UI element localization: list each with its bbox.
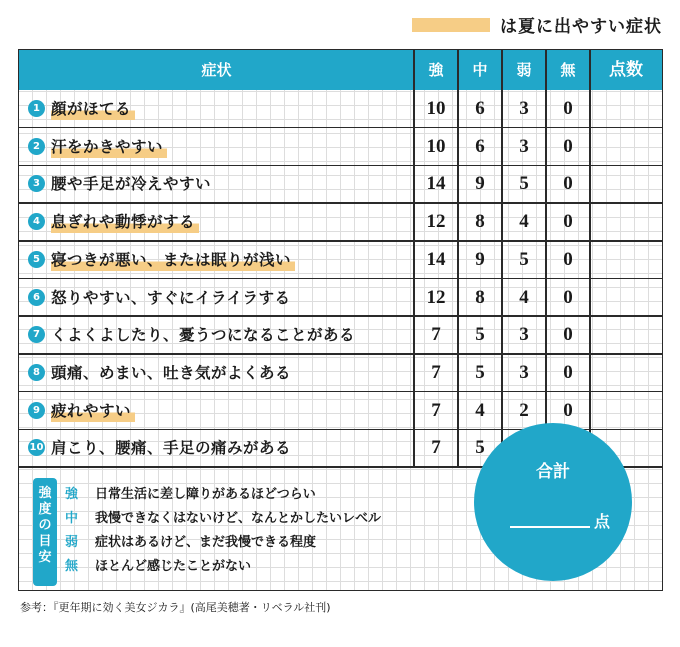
score-strong: 7	[431, 324, 441, 346]
total-title: 合計	[536, 462, 570, 482]
score-none: 0	[563, 324, 573, 346]
score-none: 0	[563, 361, 573, 383]
score-none: 0	[563, 286, 573, 308]
guide-item	[65, 483, 316, 502]
guide-item	[65, 531, 316, 550]
score-none: 0	[563, 399, 573, 421]
score-strong: 7	[431, 361, 441, 383]
row-number-badge: 2	[28, 138, 45, 155]
symptom-label: 頭痛、めまい、吐き気がよくある	[51, 363, 292, 382]
guide-desc: 症状はあるけど、まだ我慢できる程度	[95, 535, 317, 550]
score-weak: 3	[519, 98, 529, 119]
header-symptom: 症状	[201, 61, 232, 79]
score-weak: 5	[519, 173, 529, 195]
row-number-badge: 10	[28, 439, 45, 456]
score-strong: 14	[426, 248, 446, 270]
row-number-badge: 6	[28, 289, 45, 306]
score-none: 0	[563, 98, 573, 119]
symptom-label: 寝つきが悪い、または眠りが浅い	[51, 247, 295, 273]
header-none: 無	[560, 61, 576, 79]
row-number-badge: 7	[28, 326, 45, 343]
column-divider	[457, 50, 459, 467]
symptom-label: 顔がほてる	[51, 96, 135, 122]
score-medium: 4	[475, 399, 485, 421]
score-entry-cell[interactable]	[590, 316, 662, 353]
row-number-badge: 1	[28, 100, 45, 117]
score-medium: 5	[475, 361, 485, 383]
score-strong: 14	[426, 173, 446, 195]
score-entry-cell[interactable]	[590, 203, 662, 240]
table-row	[19, 241, 662, 278]
symptom-label: 息ぎれや動悸がする	[51, 209, 199, 235]
intensity-guide-title	[33, 478, 57, 586]
score-medium: 8	[475, 211, 485, 233]
table-row	[19, 203, 662, 240]
guide-key: 弱	[65, 535, 79, 550]
score-none: 0	[563, 173, 573, 195]
score-medium: 5	[475, 324, 485, 346]
header-weak: 弱	[516, 61, 532, 79]
symptom-label: 汗をかきやすい	[51, 134, 167, 160]
total-bubble	[474, 423, 632, 581]
score-strong: 10	[426, 98, 446, 119]
guide-item	[65, 555, 251, 574]
score-medium: 8	[475, 286, 485, 308]
row-number-badge: 4	[28, 213, 45, 230]
symptom-label: 疲れやすい	[51, 398, 135, 424]
score-weak: 4	[519, 211, 529, 233]
column-divider	[501, 50, 503, 467]
symptom-label: 腰や手足が冷えやすい	[51, 175, 212, 194]
symptom-label: 怒りやすい、すぐにイライラする	[51, 288, 291, 307]
guide-key: 強	[65, 487, 79, 502]
guide-key: 無	[65, 559, 79, 574]
table-row	[19, 90, 662, 127]
guide-title-char: 度	[38, 502, 52, 517]
guide-title-char: 目	[38, 534, 52, 549]
row-number-badge: 9	[28, 402, 45, 419]
score-entry-cell[interactable]	[590, 354, 662, 391]
score-medium: 6	[475, 98, 485, 119]
score-medium: 5	[475, 437, 485, 459]
column-divider	[545, 50, 547, 467]
header-strong: 強	[428, 61, 444, 79]
score-entry-cell[interactable]	[590, 279, 662, 316]
table-row	[19, 316, 662, 353]
symptom-label: くよくよしたり、憂うつになることがある	[51, 326, 356, 345]
total-input-line[interactable]	[510, 526, 590, 528]
score-weak: 5	[519, 248, 529, 270]
guide-desc: 我慢できなくはないけど、なんとかしたいレベル	[95, 511, 382, 526]
score-medium: 6	[475, 135, 485, 157]
legend-text: は夏に出やすい症状	[500, 17, 662, 37]
guide-item	[65, 507, 381, 526]
table-row	[19, 279, 662, 316]
table-row	[19, 128, 662, 165]
score-none: 0	[563, 135, 573, 157]
highlight-swatch	[412, 18, 490, 32]
guide-title-char: の	[38, 518, 52, 533]
guide-title-char: 安	[38, 550, 52, 565]
score-medium: 9	[475, 248, 485, 270]
score-weak: 3	[519, 361, 529, 383]
row-number-badge: 5	[28, 251, 45, 268]
score-strong: 12	[426, 211, 446, 233]
row-number-badge: 8	[28, 364, 45, 381]
guide-title-char: 強	[38, 486, 52, 501]
footnote: 参考：『更年期に効く美女ジカラ』(高尾美穂著・リベラル社刊)	[20, 601, 331, 614]
score-weak: 2	[519, 399, 529, 421]
score-weak: 4	[519, 286, 529, 308]
score-entry-cell[interactable]	[590, 241, 662, 278]
score-strong: 10	[426, 135, 446, 157]
score-entry-cell[interactable]	[590, 128, 662, 165]
summer-legend	[412, 12, 662, 37]
column-divider	[413, 50, 415, 467]
guide-desc: 日常生活に差し障りがあるほどつらい	[95, 487, 316, 502]
header-score: 点数	[609, 60, 643, 80]
score-weak: 3	[519, 324, 529, 346]
guide-desc: ほとんど感じたことがない	[95, 559, 252, 574]
score-medium: 9	[475, 173, 485, 195]
guide-key: 中	[65, 511, 79, 526]
score-strong: 7	[431, 437, 441, 459]
score-strong: 12	[426, 286, 446, 308]
score-entry-cell[interactable]	[590, 392, 662, 429]
score-entry-cell[interactable]	[590, 165, 662, 202]
table-row	[19, 354, 662, 391]
score-weak: 3	[519, 135, 529, 157]
symptom-label: 肩こり、腰痛、手足の痛みがある	[51, 439, 292, 458]
header-medium: 中	[472, 61, 488, 79]
score-strong: 7	[431, 399, 441, 421]
table-header	[19, 50, 662, 90]
score-none: 0	[563, 211, 573, 233]
row-number-badge: 3	[28, 175, 45, 192]
column-divider	[589, 50, 591, 467]
score-entry-cell[interactable]	[590, 90, 662, 127]
score-none: 0	[563, 248, 573, 270]
table-row	[19, 165, 662, 202]
total-unit: 点	[594, 512, 611, 531]
